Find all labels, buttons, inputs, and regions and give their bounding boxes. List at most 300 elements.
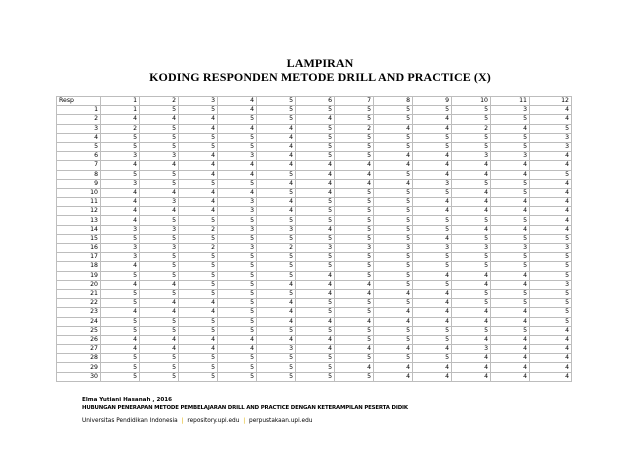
table-cell: 4 bbox=[530, 115, 572, 124]
table-cell: 5 bbox=[296, 299, 335, 308]
table-cell: 5 bbox=[491, 253, 530, 262]
table-cell: 4 bbox=[179, 299, 218, 308]
table-row bbox=[57, 207, 572, 216]
table-cell: 2 bbox=[257, 244, 296, 253]
footer-separator: | bbox=[243, 418, 246, 424]
table-cell: 5 bbox=[179, 326, 218, 335]
table-cell: 5 bbox=[413, 335, 452, 344]
table-cell: 5 bbox=[218, 253, 257, 262]
table-cell: 5 bbox=[257, 234, 296, 243]
table-cell: 5 bbox=[140, 253, 179, 262]
row-index-cell: 12 bbox=[57, 207, 101, 216]
table-cell: 5 bbox=[296, 354, 335, 363]
table-cell: 5 bbox=[296, 234, 335, 243]
table-cell: 5 bbox=[530, 124, 572, 133]
table-cell: 4 bbox=[335, 289, 374, 298]
table-cell: 5 bbox=[101, 271, 140, 280]
table-cell: 5 bbox=[140, 326, 179, 335]
row-index-cell: 23 bbox=[57, 308, 101, 317]
table-cell: 5 bbox=[491, 262, 530, 271]
table-row bbox=[57, 161, 572, 170]
table-cell: 4 bbox=[374, 152, 413, 161]
table-cell: 3 bbox=[101, 244, 140, 253]
table-cell: 5 bbox=[530, 253, 572, 262]
table-cell: 5 bbox=[530, 299, 572, 308]
table-cell: 4 bbox=[491, 198, 530, 207]
table-cell: 4 bbox=[179, 207, 218, 216]
table-cell: 5 bbox=[218, 133, 257, 142]
table-cell: 4 bbox=[374, 345, 413, 354]
table-cell: 5 bbox=[218, 326, 257, 335]
table-cell: 5 bbox=[374, 280, 413, 289]
table-cell: 3 bbox=[140, 244, 179, 253]
table-cell: 4 bbox=[257, 280, 296, 289]
row-index-cell: 5 bbox=[57, 142, 101, 151]
row-index-cell: 1 bbox=[57, 106, 101, 115]
table-cell: 5 bbox=[218, 317, 257, 326]
table-cell: 4 bbox=[101, 161, 140, 170]
table-row bbox=[57, 198, 572, 207]
table-cell: 4 bbox=[452, 280, 491, 289]
table-cell: 3 bbox=[140, 198, 179, 207]
table-cell: 4 bbox=[257, 124, 296, 133]
table-row bbox=[57, 372, 572, 381]
footer-separator: | bbox=[181, 418, 184, 424]
table-cell: 3 bbox=[296, 244, 335, 253]
table-cell: 5 bbox=[530, 170, 572, 179]
table-cell: 4 bbox=[452, 335, 491, 344]
row-index-cell: 4 bbox=[57, 133, 101, 142]
table-cell: 5 bbox=[296, 106, 335, 115]
table-row bbox=[57, 354, 572, 363]
table-cell: 4 bbox=[257, 317, 296, 326]
table-cell: 4 bbox=[491, 308, 530, 317]
table-cell: 5 bbox=[335, 115, 374, 124]
table-cell: 4 bbox=[530, 335, 572, 344]
table-cell: 4 bbox=[491, 170, 530, 179]
table-cell: 4 bbox=[101, 262, 140, 271]
table-cell: 5 bbox=[179, 106, 218, 115]
table-cell: 4 bbox=[296, 225, 335, 234]
table-cell: 3 bbox=[374, 244, 413, 253]
table-cell: 4 bbox=[257, 299, 296, 308]
table-cell: 4 bbox=[296, 335, 335, 344]
table-cell: 5 bbox=[335, 354, 374, 363]
table-cell: 5 bbox=[374, 170, 413, 179]
table-cell: 4 bbox=[452, 354, 491, 363]
table-row bbox=[57, 280, 572, 289]
table-cell: 4 bbox=[413, 170, 452, 179]
table-cell: 4 bbox=[218, 124, 257, 133]
table-cell: 3 bbox=[335, 244, 374, 253]
table-row bbox=[57, 289, 572, 298]
table-cell: 4 bbox=[218, 170, 257, 179]
footer-thesis-title: HUBUNGAN PENERAPAN METODE PEMBELAJARAN DRILL AND PRACTICE DENGAN KETERAMPILAN PESERTA DIDIK bbox=[82, 405, 408, 411]
table-cell: 4 bbox=[452, 363, 491, 372]
table-cell: 5 bbox=[101, 170, 140, 179]
table-cell: 5 bbox=[374, 216, 413, 225]
table-cell: 3 bbox=[101, 179, 140, 188]
table-row bbox=[57, 234, 572, 243]
table-cell: 4 bbox=[452, 188, 491, 197]
table-cell: 5 bbox=[374, 354, 413, 363]
table-cell: 4 bbox=[296, 345, 335, 354]
table-cell: 3 bbox=[218, 244, 257, 253]
table-cell: 3 bbox=[218, 152, 257, 161]
table-cell: 4 bbox=[218, 106, 257, 115]
table-cell: 4 bbox=[413, 289, 452, 298]
table-cell: 4 bbox=[413, 198, 452, 207]
table-cell: 4 bbox=[374, 179, 413, 188]
table-cell: 5 bbox=[257, 106, 296, 115]
table-cell: 5 bbox=[179, 262, 218, 271]
table-cell: 5 bbox=[179, 363, 218, 372]
row-index-cell: 7 bbox=[57, 161, 101, 170]
table-cell: 5 bbox=[335, 234, 374, 243]
table-cell: 3 bbox=[101, 225, 140, 234]
table-cell: 5 bbox=[335, 106, 374, 115]
header-cell: 9 bbox=[413, 97, 452, 106]
table-cell: 5 bbox=[296, 308, 335, 317]
table-cell: 4 bbox=[452, 317, 491, 326]
footer-repository-link[interactable]: repository.upi.edu bbox=[187, 418, 240, 424]
table-cell: 4 bbox=[374, 372, 413, 381]
table-cell: 5 bbox=[374, 188, 413, 197]
table-row bbox=[57, 326, 572, 335]
table-cell: 4 bbox=[257, 161, 296, 170]
table-cell: 4 bbox=[257, 142, 296, 151]
table-cell: 3 bbox=[530, 142, 572, 151]
row-index-cell: 21 bbox=[57, 289, 101, 298]
table-cell: 5 bbox=[101, 363, 140, 372]
table-cell: 5 bbox=[257, 289, 296, 298]
table-cell: 5 bbox=[179, 354, 218, 363]
table-cell: 4 bbox=[452, 198, 491, 207]
table-cell: 5 bbox=[140, 170, 179, 179]
row-index-cell: 27 bbox=[57, 345, 101, 354]
table-cell: 4 bbox=[491, 363, 530, 372]
table-cell: 4 bbox=[335, 170, 374, 179]
table-cell: 5 bbox=[335, 335, 374, 344]
table-row bbox=[57, 106, 572, 115]
table-cell: 5 bbox=[140, 216, 179, 225]
table-cell: 4 bbox=[491, 124, 530, 133]
table-cell: 5 bbox=[374, 207, 413, 216]
table-cell: 5 bbox=[101, 133, 140, 142]
table-cell: 4 bbox=[218, 345, 257, 354]
table-cell: 5 bbox=[140, 271, 179, 280]
table-cell: 5 bbox=[335, 299, 374, 308]
table-cell: 4 bbox=[140, 308, 179, 317]
table-cell: 5 bbox=[179, 142, 218, 151]
table-cell: 4 bbox=[413, 271, 452, 280]
table-cell: 4 bbox=[491, 207, 530, 216]
table-cell: 5 bbox=[179, 271, 218, 280]
table-cell: 3 bbox=[491, 106, 530, 115]
table-cell: 5 bbox=[296, 207, 335, 216]
table-cell: 4 bbox=[413, 372, 452, 381]
page-title: LAMPIRAN bbox=[286, 56, 354, 70]
table-row bbox=[57, 216, 572, 225]
table-cell: 5 bbox=[179, 179, 218, 188]
table-cell: 5 bbox=[530, 289, 572, 298]
table-cell: 5 bbox=[374, 271, 413, 280]
table-cell: 5 bbox=[101, 289, 140, 298]
table-row bbox=[57, 363, 572, 372]
table-cell: 5 bbox=[491, 188, 530, 197]
table-cell: 4 bbox=[257, 207, 296, 216]
table-row bbox=[57, 188, 572, 197]
table-cell: 3 bbox=[218, 207, 257, 216]
table-cell: 3 bbox=[101, 152, 140, 161]
table-cell: 5 bbox=[140, 179, 179, 188]
row-index-cell: 17 bbox=[57, 253, 101, 262]
table-cell: 5 bbox=[491, 133, 530, 142]
header-cell: 7 bbox=[335, 97, 374, 106]
table-cell: 4 bbox=[296, 179, 335, 188]
table-cell: 3 bbox=[530, 133, 572, 142]
row-index-cell: 3 bbox=[57, 124, 101, 133]
table-row bbox=[57, 244, 572, 253]
table-cell: 5 bbox=[140, 142, 179, 151]
table-cell: 3 bbox=[452, 345, 491, 354]
table-cell: 5 bbox=[218, 216, 257, 225]
table-cell: 5 bbox=[296, 216, 335, 225]
table-cell: 4 bbox=[491, 271, 530, 280]
table-cell: 5 bbox=[140, 372, 179, 381]
table-cell: 4 bbox=[179, 308, 218, 317]
table-cell: 5 bbox=[218, 354, 257, 363]
table-cell: 5 bbox=[257, 354, 296, 363]
table-cell: 4 bbox=[140, 207, 179, 216]
table-cell: 4 bbox=[101, 115, 140, 124]
table-cell: 5 bbox=[530, 317, 572, 326]
table-cell: 5 bbox=[335, 198, 374, 207]
table-cell: 4 bbox=[491, 345, 530, 354]
table-cell: 3 bbox=[257, 345, 296, 354]
header-cell: 2 bbox=[140, 97, 179, 106]
table-cell: 4 bbox=[179, 152, 218, 161]
table-cell: 4 bbox=[530, 216, 572, 225]
table-cell: 5 bbox=[179, 280, 218, 289]
header-cell: 1 bbox=[101, 97, 140, 106]
header-cell: 12 bbox=[530, 97, 572, 106]
table-cell: 4 bbox=[530, 372, 572, 381]
table-cell: 5 bbox=[140, 133, 179, 142]
table-cell: 5 bbox=[452, 326, 491, 335]
table-cell: 4 bbox=[140, 299, 179, 308]
row-index-cell: 24 bbox=[57, 317, 101, 326]
table-cell: 5 bbox=[491, 216, 530, 225]
table-cell: 4 bbox=[257, 198, 296, 207]
table-cell: 4 bbox=[218, 335, 257, 344]
table-cell: 5 bbox=[374, 262, 413, 271]
table-row bbox=[57, 170, 572, 179]
table-cell: 5 bbox=[491, 179, 530, 188]
table-cell: 5 bbox=[218, 372, 257, 381]
table-cell: 4 bbox=[140, 335, 179, 344]
table-cell: 4 bbox=[101, 198, 140, 207]
table-row bbox=[57, 262, 572, 271]
table-cell: 4 bbox=[101, 308, 140, 317]
table-cell: 5 bbox=[335, 225, 374, 234]
row-index-cell: 2 bbox=[57, 115, 101, 124]
table-cell: 5 bbox=[335, 271, 374, 280]
table-cell: 5 bbox=[374, 198, 413, 207]
table-cell: 5 bbox=[296, 152, 335, 161]
table-cell: 4 bbox=[296, 188, 335, 197]
table-cell: 5 bbox=[218, 271, 257, 280]
table-row bbox=[57, 179, 572, 188]
footer-library-link[interactable]: perpustakaan.upi.edu bbox=[249, 418, 313, 424]
table-cell: 4 bbox=[452, 207, 491, 216]
table-cell: 4 bbox=[413, 234, 452, 243]
table-cell: 4 bbox=[140, 161, 179, 170]
row-index-cell: 11 bbox=[57, 198, 101, 207]
table-cell: 5 bbox=[413, 253, 452, 262]
table-cell: 4 bbox=[530, 363, 572, 372]
table-cell: 4 bbox=[140, 188, 179, 197]
table-cell: 5 bbox=[296, 372, 335, 381]
table-cell: 5 bbox=[374, 234, 413, 243]
table-cell: 4 bbox=[140, 115, 179, 124]
table-cell: 5 bbox=[335, 188, 374, 197]
table-cell: 5 bbox=[452, 142, 491, 151]
table-cell: 5 bbox=[257, 271, 296, 280]
table-cell: 4 bbox=[140, 280, 179, 289]
table-cell: 3 bbox=[413, 244, 452, 253]
table-cell: 3 bbox=[491, 152, 530, 161]
table-cell: 4 bbox=[179, 124, 218, 133]
table-cell: 4 bbox=[296, 280, 335, 289]
table-cell: 5 bbox=[491, 234, 530, 243]
table-cell: 5 bbox=[101, 317, 140, 326]
table-cell: 3 bbox=[491, 244, 530, 253]
table-cell: 4 bbox=[257, 335, 296, 344]
table-cell: 4 bbox=[101, 188, 140, 197]
table-row bbox=[57, 124, 572, 133]
table-cell: 5 bbox=[335, 308, 374, 317]
table-cell: 4 bbox=[179, 335, 218, 344]
row-index-cell: 30 bbox=[57, 372, 101, 381]
table-cell: 4 bbox=[491, 225, 530, 234]
row-index-cell: 19 bbox=[57, 271, 101, 280]
table-cell: 5 bbox=[218, 299, 257, 308]
row-index-cell: 10 bbox=[57, 188, 101, 197]
table-cell: 2 bbox=[452, 124, 491, 133]
table-cell: 2 bbox=[101, 124, 140, 133]
table-cell: 5 bbox=[335, 216, 374, 225]
table-cell: 4 bbox=[530, 106, 572, 115]
row-index-cell: 8 bbox=[57, 170, 101, 179]
table-cell: 5 bbox=[140, 124, 179, 133]
table-cell: 5 bbox=[452, 289, 491, 298]
table-cell: 5 bbox=[452, 262, 491, 271]
table-row bbox=[57, 133, 572, 142]
table-cell: 4 bbox=[452, 170, 491, 179]
row-index-cell: 26 bbox=[57, 335, 101, 344]
table-cell: 5 bbox=[296, 262, 335, 271]
table-cell: 4 bbox=[491, 280, 530, 289]
table-cell: 5 bbox=[335, 372, 374, 381]
table-cell: 5 bbox=[413, 216, 452, 225]
table-cell: 5 bbox=[296, 326, 335, 335]
table-cell: 5 bbox=[101, 234, 140, 243]
table-row bbox=[57, 253, 572, 262]
table-row bbox=[57, 299, 572, 308]
table-cell: 5 bbox=[257, 216, 296, 225]
table-cell: 5 bbox=[374, 142, 413, 151]
table-cell: 3 bbox=[101, 253, 140, 262]
table-cell: 3 bbox=[218, 225, 257, 234]
table-cell: 4 bbox=[413, 345, 452, 354]
table-cell: 5 bbox=[257, 170, 296, 179]
table-cell: 4 bbox=[257, 152, 296, 161]
table-cell: 5 bbox=[101, 354, 140, 363]
table-cell: 4 bbox=[296, 271, 335, 280]
row-index-cell: 6 bbox=[57, 152, 101, 161]
table-row bbox=[57, 317, 572, 326]
table-cell: 5 bbox=[452, 115, 491, 124]
footer-links bbox=[82, 418, 312, 424]
table-cell: 4 bbox=[530, 188, 572, 197]
table-cell: 5 bbox=[374, 133, 413, 142]
table-cell: 4 bbox=[257, 179, 296, 188]
table-cell: 4 bbox=[530, 345, 572, 354]
table-cell: 4 bbox=[452, 308, 491, 317]
table-cell: 4 bbox=[413, 115, 452, 124]
table-cell: 5 bbox=[413, 280, 452, 289]
table-cell: 5 bbox=[218, 234, 257, 243]
table-cell: 4 bbox=[179, 345, 218, 354]
table-cell: 4 bbox=[413, 161, 452, 170]
row-index-cell: 9 bbox=[57, 179, 101, 188]
table-cell: 4 bbox=[374, 308, 413, 317]
table-cell: 4 bbox=[530, 225, 572, 234]
table-cell: 3 bbox=[140, 225, 179, 234]
table-cell: 4 bbox=[491, 335, 530, 344]
table-cell: 5 bbox=[452, 253, 491, 262]
row-index-cell: 18 bbox=[57, 262, 101, 271]
table-cell: 4 bbox=[296, 115, 335, 124]
table-cell: 5 bbox=[179, 317, 218, 326]
table-cell: 5 bbox=[335, 207, 374, 216]
table-cell: 5 bbox=[413, 262, 452, 271]
table-cell: 4 bbox=[335, 345, 374, 354]
table-cell: 5 bbox=[374, 106, 413, 115]
table-cell: 5 bbox=[452, 179, 491, 188]
table-cell: 5 bbox=[335, 262, 374, 271]
table-cell: 4 bbox=[335, 179, 374, 188]
table-cell: 4 bbox=[491, 372, 530, 381]
table-cell: 4 bbox=[374, 317, 413, 326]
table-cell: 5 bbox=[101, 326, 140, 335]
table-cell: 5 bbox=[296, 363, 335, 372]
table-cell: 4 bbox=[179, 170, 218, 179]
table-cell: 5 bbox=[218, 115, 257, 124]
table-cell: 5 bbox=[140, 354, 179, 363]
table-cell: 3 bbox=[452, 244, 491, 253]
header-cell: 11 bbox=[491, 97, 530, 106]
table-cell: 5 bbox=[374, 335, 413, 344]
table-cell: 4 bbox=[335, 280, 374, 289]
table-cell: 5 bbox=[374, 326, 413, 335]
table-cell: 2 bbox=[179, 225, 218, 234]
table-cell: 5 bbox=[179, 216, 218, 225]
table-cell: 5 bbox=[335, 133, 374, 142]
table-cell: 4 bbox=[413, 207, 452, 216]
table-cell: 5 bbox=[491, 115, 530, 124]
